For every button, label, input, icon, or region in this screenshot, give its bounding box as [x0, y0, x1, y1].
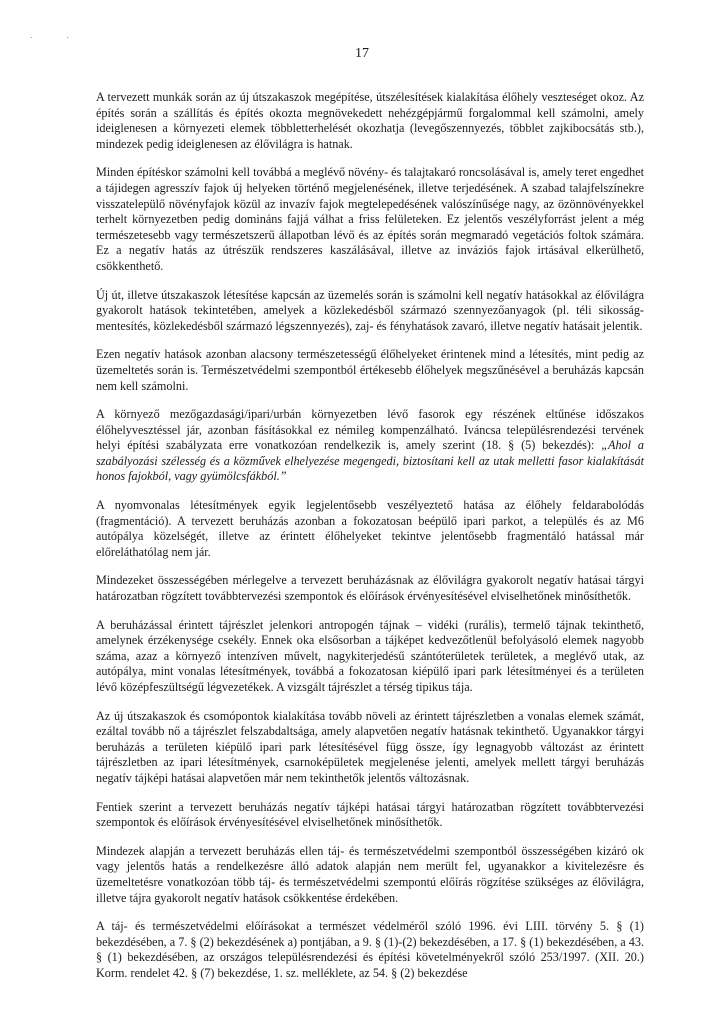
- paragraph-fragmentation: A nyomvonalas létesítmények egyik legjelentősebb veszélyeztető hatása az élőhely feldarabolódás (fragmentáció). A tervezett beruházás azonban a fokozatosan beépülő ipari parkot, a település és az M6 autópálya közelségét, illetve az érintett élőhelyeket tekintve jelentősebb fragmentáló hatással már előreláthatólag nem jár.: [96, 498, 644, 559]
- paragraph-construction-impacts: A tervezett munkák során az új útszakaszok megépítése, útszélesítések kialakítása élőhely veszteséget okoz. Az építés során a szállítás és építés okozta megnövekedett nehézgépjármű forgalommal kell számolni, amely ideiglenesen a környezeti elemek többletterhelését okozhatja (levegőszennyezés, többlet zajkibocsátás stb.), mindezek pedig ideiglenesen az élővilágra is hatnak.: [96, 90, 644, 151]
- paragraph-low-naturalness: Ezen negatív hatások azonban alacsony természetességű élőhelyeket érintenek mind a létesítés, mint pedig az üzemeltetés során is. Természetvédelmi szempontból értékesebb élőhelyek megszűnésével a beruházás kapcsán nem kell számolni.: [96, 347, 644, 393]
- paragraph-landscape-character: A beruházással érintett tájrészlet jelenkori antropogén tájnak – vidéki (rurális), termelő tájnak tekinthető, amelynek érzékenysége csekély. Ennek oka elsősorban a tájképet kedvezőtlenül befolyásoló elemek nagyobb száma, azaz a környező intenzíven művelt, nagykiterjedésű szántóterületek területek, a meglévő utak, az autópálya, mint vonalas létesítmények, továbbá a fokozatosan kiépülő ipari park létesítményei és a területen lévő középfeszültségű légvezetékek. A vizsgált tájrészlet a térség tipikus tája.: [96, 617, 644, 694]
- paragraph-landscape-fragmentation: Az új útszakaszok és csomópontok kialakítása tovább növeli az érintett tájrészletben a vonalas elemek számát, ezáltal tovább nő a tájrészlet felszabdaltsága, amely alapvetően negatív hatásnak tekinthető. Ugyanakkor tárgyi beruházás a területen kiépülő ipari park létesítésével függ össze, így legnagyobb változást az érintett tájrészletben az ipari létesítmények, csarnoképületek megjelenése jelenti, amelyek mellett tárgyi beruházás negatív tájképi hatásai alapvetően már nem tekinthetők jelentős változásnak.: [96, 708, 644, 785]
- paragraph-landscape-conclusion: Fentiek szerint a tervezett beruházás negatív tájképi hatásai tárgyi határozatban rögzített továbbtervezési szempontok és előírások érvényesítésével elviselhetőnek minősíthetők.: [96, 799, 644, 830]
- paragraph-operation-impacts: Új út, illetve útszakaszok létesítése kapcsán az üzemelés során is számolni kell negatív hatásokkal az élővilágra gyakorolt hatások tekintetében, amelyek a közlekedésből származó szennyezőanyagok (pl. téli sikosság-mentesítés, közlekedésből származó légszennyezés), zaj- és fényhatások zavaró, illetve negatív hatásait jelentik.: [96, 287, 644, 333]
- page-number: 17: [355, 46, 369, 61]
- paragraph-legal-basis: A táj- és természetvédelmi előírásokat a természet védelméről szóló 1996. évi LIII. törvény 5. § (1) bekezdésében, a 7. § (2) bekezdésének a) pontjában, a 9. § (1)-(2) bekezdésében, a 17. § (1) bekezdésében, a 43. § (1) bekezdésében, az országos településrendezési és építési követelményekről szóló 253/1997. (XII. 20.) Korm. rendelet 42. § (7) bekezdése, 1. sz. melléklete, az 54. § (2) bekezdése: [96, 919, 644, 980]
- paragraph-wildlife-conclusion: Mindezeket összességében mérlegelve a tervezett beruházásnak az élővilágra gyakorolt negatív hatásai tárgyi határozatban rögzített továbbtervezési szempontok és előírások érvényesítésével elviselhetőnek minősíthetők.: [96, 573, 644, 604]
- scan-specks: . .: [30, 30, 85, 40]
- paragraph-tree-rows-text: A környező mezőgazdasági/ipari/urbán környezetben lévő fasorok egy részének eltűnése időszakos élőhelyvesztéssel jár, azonban fásításokkal ez némileg kompenzálható. Iváncsa településrendezési tervének helyi építési szabályzata erre vonatkozóan rendelkezik is, amely szerint (18. § (5) bekezdés):: [96, 407, 644, 453]
- paragraph-tree-rows: [96, 407, 644, 485]
- regulation-quote: „Ahol a szabályozási szélesség és a közművek elhelyezése megengedi, biztosítani kell az utak melletti fasor kialakítását honos fajokból, vagy gyümölcsfákból.”: [96, 438, 645, 484]
- paragraph-invasive-species: Minden építéskor számolni kell továbbá a meglévő növény- és talajtakaró roncsolásával is, amely teret engedhet a tájidegen agresszív fajok új helyeken történő megjelenésének, illetve terjedésének. A szabad talajfelszínekre visszatelepülő növényfajok közül az invazív fajok megtelepedésének valószínűsége nagy, az özönnövényekkel terhelt környezetben pedig domináns fajjá válhat a friss felületeken. Ez jelentős veszélyforrást jelent a még természetesebb vagy természetszerű állapotban lévő és az építés során megmaradó vegetációs foltok számára. Ez a negatív hatás az útrészük rendszeres kaszálásával, illetve az inváziós fajok irtásával elkerülhető, csökkenthető.: [96, 165, 644, 273]
- paragraph-overall-conclusion: Mindezek alapján a tervezett beruházás ellen táj- és természetvédelmi szempontból összességében kizáró ok vagy jelentős hatás a rendelkezésre álló adatok alapján nem merült fel, ugyanakkor a kivitelezésre és üzemeltetésre vonatkozóan több táj- és természetvédelmi szempontú előírás rögzítése szükséges az élővilágra, illetve tájra gyakorolt negatív hatások csökkentése érdekében.: [96, 843, 644, 905]
- document-body: [96, 90, 644, 992]
